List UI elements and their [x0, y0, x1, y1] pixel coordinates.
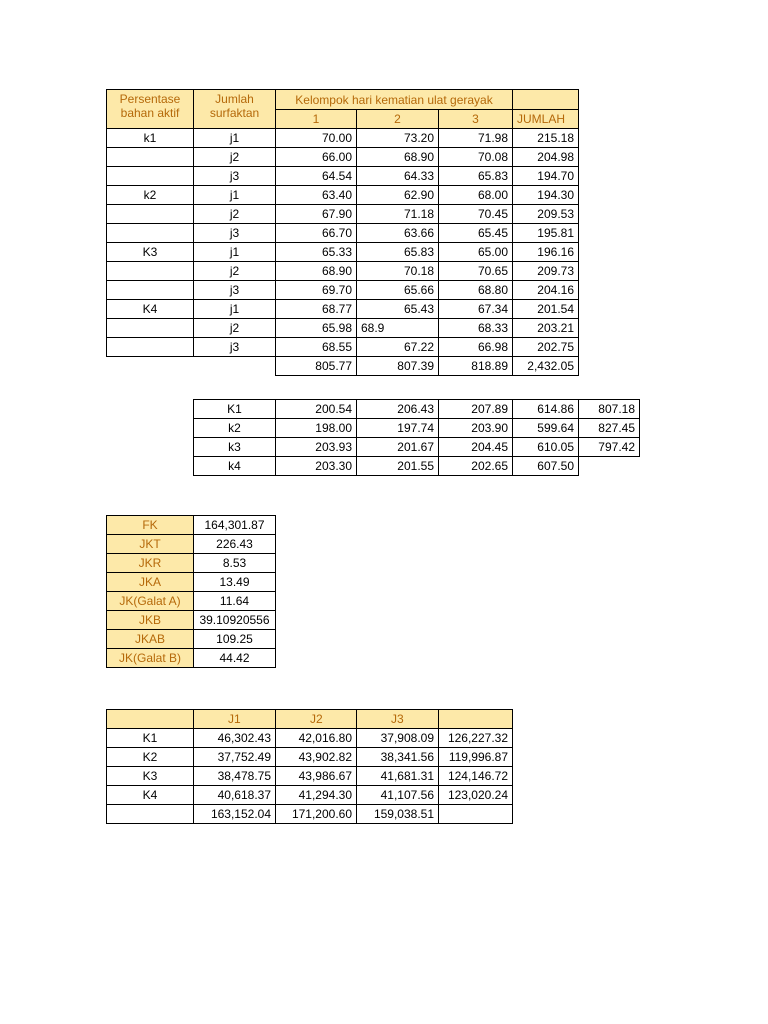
table-row: [107, 281, 579, 300]
value-cell: 70.45: [439, 205, 513, 224]
header-sub-1: 1: [276, 110, 357, 129]
table-hari-kematian: [106, 89, 579, 376]
header-blank: [513, 90, 579, 110]
value-cell: 123,020.24: [439, 786, 513, 805]
blank-cell: [579, 457, 640, 476]
jumlah-cell: 204.16: [513, 281, 579, 300]
table1-body: [107, 129, 579, 357]
jk-label-cell: JK(Galat B): [107, 649, 194, 668]
jk-value-cell: 8.53: [194, 554, 276, 573]
table4-body: [107, 729, 513, 805]
value-cell: 68.90: [276, 262, 357, 281]
kelompok-cell: K1: [194, 400, 276, 419]
value-cell: 71.98: [439, 129, 513, 148]
persentase-cell: [107, 224, 194, 243]
table-row: [107, 186, 579, 205]
table-row: [107, 129, 579, 148]
value-cell: 65.98: [276, 319, 357, 338]
value-cell: 65.33: [276, 243, 357, 262]
table-row: [107, 649, 276, 668]
value-cell: 797.42: [579, 438, 640, 457]
header-j2: J2: [276, 710, 357, 729]
value-cell: 68.80: [439, 281, 513, 300]
value-cell: 41,107.56: [357, 786, 439, 805]
value-cell: 41,681.31: [357, 767, 439, 786]
table-row: [107, 243, 579, 262]
table-row: [107, 535, 276, 554]
surfaktan-cell: j3: [194, 281, 276, 300]
value-cell: 70.18: [357, 262, 439, 281]
jumlah-cell: 209.53: [513, 205, 579, 224]
value-cell: 37,908.09: [357, 729, 439, 748]
kelompok-cell: K4: [107, 786, 194, 805]
total-cell: 171,200.60: [276, 805, 357, 824]
surfaktan-cell: j2: [194, 262, 276, 281]
jumlah-cell: 201.54: [513, 300, 579, 319]
table-row: [107, 262, 579, 281]
jk-value-cell: 44.42: [194, 649, 276, 668]
value-cell: 614.86: [513, 400, 579, 419]
surfaktan-cell: j2: [194, 148, 276, 167]
total-cell: 159,038.51: [357, 805, 439, 824]
total-cell: 163,152.04: [194, 805, 276, 824]
header-jumlah-surfaktan: Jumlah surfaktan: [194, 90, 276, 129]
value-cell: 201.55: [357, 457, 439, 476]
blank-cell: [194, 357, 276, 376]
value-cell: 203.30: [276, 457, 357, 476]
table-row: [194, 400, 640, 419]
jk-value-cell: 109.25: [194, 630, 276, 649]
value-cell: 204.45: [439, 438, 513, 457]
jk-label-cell: JKB: [107, 611, 194, 630]
jumlah-cell: 204.98: [513, 148, 579, 167]
value-cell: 71.18: [357, 205, 439, 224]
surfaktan-cell: j2: [194, 319, 276, 338]
jumlah-cell: 202.75: [513, 338, 579, 357]
value-cell: 67.22: [357, 338, 439, 357]
jk-value-cell: 13.49: [194, 573, 276, 592]
total-cell: 2,432.05: [513, 357, 579, 376]
table-row: [107, 592, 276, 611]
kelompok-cell: k4: [194, 457, 276, 476]
table-row: [107, 319, 579, 338]
value-cell: 69.70: [276, 281, 357, 300]
table-row: [194, 419, 640, 438]
value-cell: 65.83: [439, 167, 513, 186]
value-cell: 200.54: [276, 400, 357, 419]
kelompok-cell: K2: [107, 748, 194, 767]
value-cell: 66.00: [276, 148, 357, 167]
jumlah-cell: 203.21: [513, 319, 579, 338]
value-cell: 198.00: [276, 419, 357, 438]
value-cell: 126,227.32: [439, 729, 513, 748]
persentase-cell: [107, 148, 194, 167]
kelompok-cell: k3: [194, 438, 276, 457]
surfaktan-cell: j1: [194, 300, 276, 319]
total-cell: 807.39: [357, 357, 439, 376]
table-row: [107, 338, 579, 357]
value-cell: 70.00: [276, 129, 357, 148]
jumlah-cell: 215.18: [513, 129, 579, 148]
value-cell: 65.43: [357, 300, 439, 319]
table-row: [194, 457, 640, 476]
value-cell: 63.66: [357, 224, 439, 243]
total-cell: 818.89: [439, 357, 513, 376]
header-jumlah: JUMLAH: [513, 110, 579, 129]
table3-body: [107, 516, 276, 668]
table-row: [194, 438, 640, 457]
table-row: [107, 167, 579, 186]
jk-value-cell: 39.10920556: [194, 611, 276, 630]
value-cell: 203.90: [439, 419, 513, 438]
jumlah-cell: 195.81: [513, 224, 579, 243]
value-cell: 70.08: [439, 148, 513, 167]
value-cell: 68.9: [357, 319, 439, 338]
jk-value-cell: 11.64: [194, 592, 276, 611]
value-cell: 68.00: [439, 186, 513, 205]
value-cell: 66.70: [276, 224, 357, 243]
table-row: [107, 786, 513, 805]
value-cell: 43,986.67: [276, 767, 357, 786]
value-cell: 65.45: [439, 224, 513, 243]
value-cell: 68.33: [439, 319, 513, 338]
table-jumlah-kuadrat: [106, 515, 276, 668]
jk-label-cell: FK: [107, 516, 194, 535]
table2-body: [194, 400, 640, 476]
table-row: [107, 611, 276, 630]
value-cell: 202.65: [439, 457, 513, 476]
table-row: [107, 224, 579, 243]
jumlah-cell: 194.70: [513, 167, 579, 186]
value-cell: 41,294.30: [276, 786, 357, 805]
table-row: [107, 516, 276, 535]
jumlah-cell: 194.30: [513, 186, 579, 205]
value-cell: 37,752.49: [194, 748, 276, 767]
value-cell: 63.40: [276, 186, 357, 205]
table-row: [107, 767, 513, 786]
header-blank: [107, 710, 194, 729]
value-cell: 68.55: [276, 338, 357, 357]
persentase-cell: [107, 338, 194, 357]
table-row: [107, 148, 579, 167]
jk-label-cell: JKR: [107, 554, 194, 573]
value-cell: 46,302.43: [194, 729, 276, 748]
surfaktan-cell: j3: [194, 338, 276, 357]
blank-cell: [439, 805, 513, 824]
value-cell: 197.74: [357, 419, 439, 438]
table-row: [107, 205, 579, 224]
value-cell: 70.65: [439, 262, 513, 281]
persentase-cell: k2: [107, 186, 194, 205]
table4-totals-row: [107, 805, 513, 824]
jk-value-cell: 226.43: [194, 535, 276, 554]
value-cell: 206.43: [357, 400, 439, 419]
surfaktan-cell: j1: [194, 243, 276, 262]
table-row: [107, 300, 579, 319]
kelompok-cell: k2: [194, 419, 276, 438]
value-cell: 65.66: [357, 281, 439, 300]
header-j1: J1: [194, 710, 276, 729]
value-cell: 610.05: [513, 438, 579, 457]
table4-header-row: [107, 710, 513, 729]
blank-cell: [107, 805, 194, 824]
value-cell: 65.00: [439, 243, 513, 262]
surfaktan-cell: j1: [194, 129, 276, 148]
persentase-cell: [107, 281, 194, 300]
total-cell: 805.77: [276, 357, 357, 376]
jk-value-cell: 164,301.87: [194, 516, 276, 535]
header-persentase: Persentase bahan aktif: [107, 90, 194, 129]
persentase-cell: [107, 167, 194, 186]
persentase-cell: [107, 319, 194, 338]
header-sub-3: 3: [439, 110, 513, 129]
value-cell: 119,996.87: [439, 748, 513, 767]
surfaktan-cell: j2: [194, 205, 276, 224]
value-cell: 73.20: [357, 129, 439, 148]
value-cell: 43,902.82: [276, 748, 357, 767]
value-cell: 64.54: [276, 167, 357, 186]
jk-label-cell: JKT: [107, 535, 194, 554]
kelompok-cell: K1: [107, 729, 194, 748]
value-cell: 67.90: [276, 205, 357, 224]
value-cell: 64.33: [357, 167, 439, 186]
value-cell: 827.45: [579, 419, 640, 438]
header-j3: J3: [357, 710, 439, 729]
table-row: [107, 748, 513, 767]
value-cell: 66.98: [439, 338, 513, 357]
header-kelompok: Kelompok hari kematian ulat gerayak: [276, 90, 513, 110]
value-cell: 68.77: [276, 300, 357, 319]
value-cell: 67.34: [439, 300, 513, 319]
value-cell: 62.90: [357, 186, 439, 205]
value-cell: 40,618.37: [194, 786, 276, 805]
table-row: [107, 573, 276, 592]
persentase-cell: [107, 205, 194, 224]
value-cell: 42,016.80: [276, 729, 357, 748]
value-cell: 68.90: [357, 148, 439, 167]
persentase-cell: K4: [107, 300, 194, 319]
value-cell: 38,478.75: [194, 767, 276, 786]
surfaktan-cell: j1: [194, 186, 276, 205]
value-cell: 807.18: [579, 400, 640, 419]
surfaktan-cell: j3: [194, 167, 276, 186]
surfaktan-cell: j3: [194, 224, 276, 243]
table1-totals-row: [107, 357, 579, 376]
table-row: [107, 630, 276, 649]
header-blank: [439, 710, 513, 729]
persentase-cell: K3: [107, 243, 194, 262]
header-sub-2: 2: [357, 110, 439, 129]
jk-label-cell: JKA: [107, 573, 194, 592]
value-cell: 201.67: [357, 438, 439, 457]
value-cell: 207.89: [439, 400, 513, 419]
value-cell: 38,341.56: [357, 748, 439, 767]
table-kuadrat-kj: [106, 709, 513, 824]
table-kelompok-summary: [193, 399, 640, 476]
table-row: [107, 554, 276, 573]
value-cell: 599.64: [513, 419, 579, 438]
jumlah-cell: 209.73: [513, 262, 579, 281]
value-cell: 65.83: [357, 243, 439, 262]
kelompok-cell: K3: [107, 767, 194, 786]
jk-label-cell: JKAB: [107, 630, 194, 649]
persentase-cell: [107, 262, 194, 281]
value-cell: 607.50: [513, 457, 579, 476]
jk-label-cell: JK(Galat A): [107, 592, 194, 611]
jumlah-cell: 196.16: [513, 243, 579, 262]
table-row: [107, 729, 513, 748]
persentase-cell: k1: [107, 129, 194, 148]
blank-cell: [107, 357, 194, 376]
value-cell: 124,146.72: [439, 767, 513, 786]
value-cell: 203.93: [276, 438, 357, 457]
